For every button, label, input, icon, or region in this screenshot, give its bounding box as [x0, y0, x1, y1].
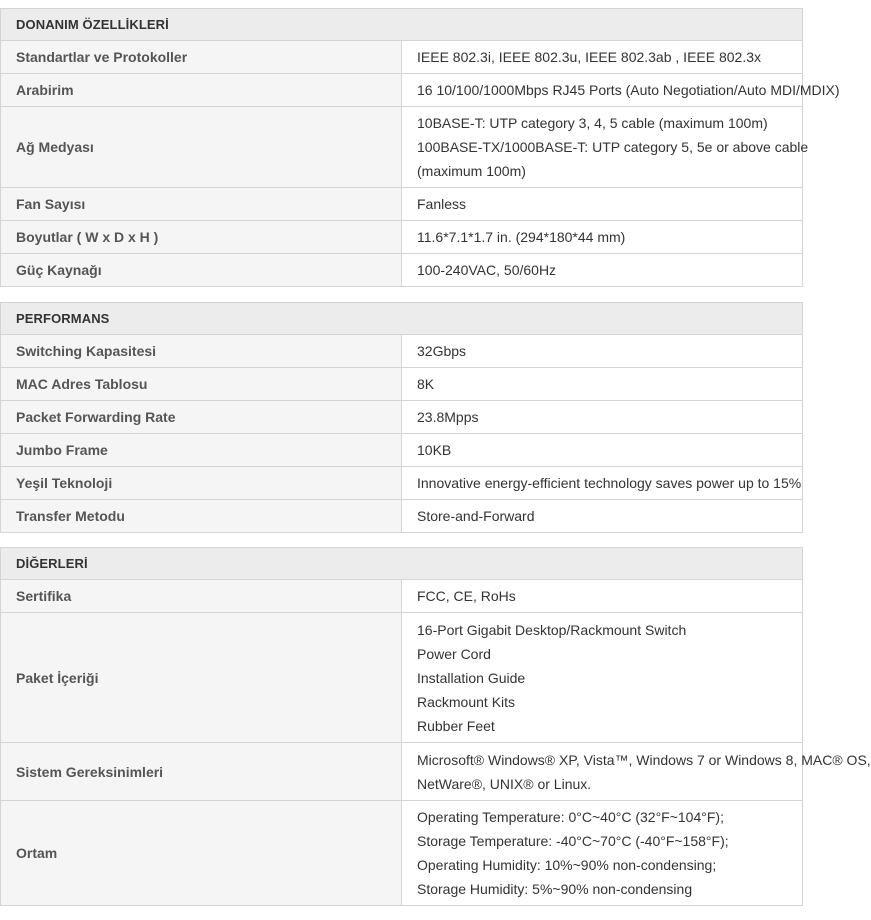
- section-header: DONANIM ÖZELLİKLERİ: [1, 9, 803, 41]
- row-value: [402, 613, 803, 743]
- performance-specs-table: [0, 302, 803, 533]
- row-value: [402, 335, 803, 368]
- value-line: FCC, CE, RoHs: [417, 588, 516, 604]
- value-line: 10KB: [417, 442, 452, 458]
- row-label: Güç Kaynağı: [1, 254, 402, 287]
- row-value: [402, 500, 803, 533]
- value-line: 100BASE-TX/1000BASE-T: UTP category 5, 5e or above cable: [417, 139, 809, 155]
- row-value: [402, 221, 803, 254]
- value-line: 11.6*7.1*1.7 in. (294*180*44 mm): [417, 229, 626, 245]
- table-row: [1, 368, 803, 401]
- table-row: [1, 580, 803, 613]
- row-label: Sistem Gereksinimleri: [1, 743, 402, 801]
- row-value: [402, 434, 803, 467]
- row-value: [402, 41, 803, 74]
- row-label: Ortam: [1, 801, 402, 906]
- row-value: [402, 467, 803, 500]
- row-value: [402, 254, 803, 287]
- value-line: Storage Temperature: -40°C~70°C (-40°F~158°F);: [417, 833, 729, 849]
- row-value: [402, 743, 871, 801]
- hardware-specs-table: [0, 8, 840, 287]
- row-value: [402, 801, 803, 906]
- table-row: [1, 801, 803, 906]
- value-line: Innovative energy-efficient technology saves power up to 15%: [417, 475, 802, 491]
- table-row: [1, 467, 803, 500]
- value-line: Operating Temperature: 0°C~40°C (32°F~104°F);: [417, 809, 724, 825]
- table-row: [1, 74, 803, 107]
- row-label: Sertifika: [1, 580, 402, 613]
- table-row: [1, 335, 803, 368]
- value-line: 32Gbps: [417, 343, 467, 359]
- row-label: Transfer Metodu: [1, 500, 402, 533]
- table-row: [1, 107, 803, 188]
- row-label: Paket İçeriği: [1, 613, 402, 743]
- row-value: [402, 74, 840, 107]
- value-line: IEEE 802.3i, IEEE 802.3u, IEEE 802.3ab , IEEE 802.3x: [417, 49, 762, 65]
- table-row: [1, 500, 803, 533]
- value-line: Operating Humidity: 10%~90% non-condensing;: [417, 857, 717, 873]
- value-line: (maximum 100m): [417, 163, 526, 179]
- value-line: Store-and-Forward: [417, 508, 535, 524]
- value-line: Rubber Feet: [417, 717, 495, 734]
- table-row: [1, 434, 803, 467]
- value-line: 16 10/100/1000Mbps RJ45 Ports (Auto Negotiation/Auto MDI/MDIX): [417, 82, 840, 98]
- value-line: 8K: [417, 376, 435, 392]
- value-line: Installation Guide: [417, 669, 526, 686]
- row-value: [402, 401, 803, 434]
- table-row: [1, 188, 803, 221]
- row-label: Ağ Medyası: [1, 107, 402, 188]
- table-row: [1, 401, 803, 434]
- table-row: [1, 221, 803, 254]
- row-value: [402, 368, 803, 401]
- row-label: MAC Adres Tablosu: [1, 368, 402, 401]
- table-row: [1, 254, 803, 287]
- row-label: Packet Forwarding Rate: [1, 401, 402, 434]
- row-label: Arabirim: [1, 74, 402, 107]
- table-row: [1, 41, 803, 74]
- value-line: 23.8Mpps: [417, 409, 479, 425]
- row-label: Fan Sayısı: [1, 188, 402, 221]
- row-label: Jumbo Frame: [1, 434, 402, 467]
- row-value: [402, 107, 809, 188]
- section-header: DİĞERLERİ: [1, 548, 803, 580]
- table-row: [1, 613, 803, 743]
- row-label: Yeşil Teknoloji: [1, 467, 402, 500]
- row-label: Boyutlar ( W x D x H ): [1, 221, 402, 254]
- value-line: NetWare®, UNIX® or Linux.: [417, 775, 592, 792]
- row-value: [402, 580, 803, 613]
- value-line: Fanless: [417, 196, 467, 212]
- value-line: Microsoft® Windows® XP, Vista™, Windows 7 or Windows 8, MAC® OS,: [417, 751, 871, 768]
- value-line: Storage Humidity: 5%~90% non-condensing: [417, 881, 693, 897]
- row-label: Switching Kapasitesi: [1, 335, 402, 368]
- section-header: PERFORMANS: [1, 303, 803, 335]
- value-line: 10BASE-T: UTP category 3, 4, 5 cable (maximum 100m): [417, 115, 768, 131]
- value-line: Power Cord: [417, 645, 491, 662]
- other-specs-table: [0, 547, 871, 906]
- value-line: 16-Port Gigabit Desktop/Rackmount Switch: [417, 621, 687, 638]
- row-value: [402, 188, 803, 221]
- value-line: Rackmount Kits: [417, 693, 516, 710]
- value-line: 100-240VAC, 50/60Hz: [417, 262, 557, 278]
- table-row: [1, 743, 803, 801]
- row-label: Standartlar ve Protokoller: [1, 41, 402, 74]
